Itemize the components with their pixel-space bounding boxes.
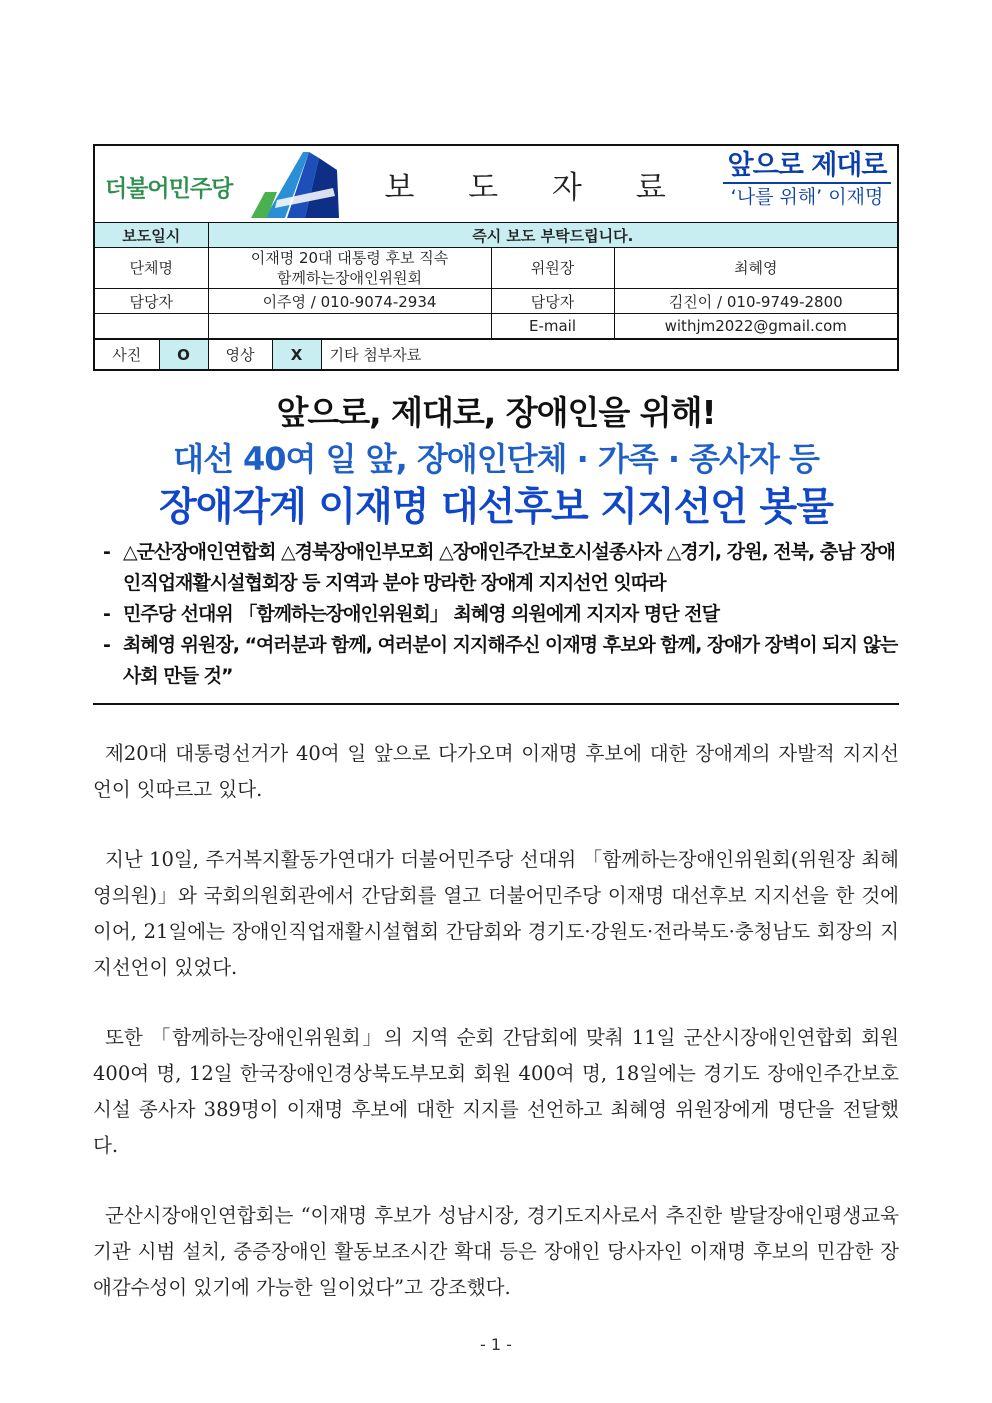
video-label: 영상: [208, 340, 272, 370]
party-flag-icon: [247, 148, 343, 220]
bullet-text: 최혜영 위원장, “여러분과 함께, 여러분이 지지해주신 이재명 후보와 함께, 장애가 장벽이 되지 않는 사회 만들 것”: [123, 634, 898, 687]
headline-main: 앞으로, 제대로, 장애인을 위해!: [276, 393, 716, 432]
headline-sub: 대선 40여 일 앞, 장애인단체 · 가족 · 종사자 등: [173, 440, 819, 478]
contact2-value: 김진이 / 010-9749-2800: [614, 289, 897, 314]
release-value: 즉시 보도 부탁드립니다.: [208, 223, 897, 248]
attachment-row: [95, 340, 897, 370]
body-paragraph: 지난 10일, 주거복지활동가연대가 더불어민주당 선대위 「함께하는장애인위원회(위원장 최혜영의원)」와 국회의원회관에서 간담회를 열고 더불어민주당 이재명 대선후보 지지선을 한 것에 이어, 21일에는 장애인직업재활시설협회 간담회와 경기도·강원도·전라북도·충청남도 회장의 지지선언이 있었다.: [93, 848, 899, 979]
divider: [93, 703, 899, 705]
organization-row: [95, 248, 897, 289]
body-paragraph: 군산시장애인연합회는 “이재명 후보가 성남시장, 경기도지사로서 추진한 발달장애인평생교육기관 시범 설치, 중증장애인 활동보조시간 확대 등은 장애인 당사자인 이재명 후보의 민감한 장애감수성이 있기에 가능한 일이었다”고 강조했다.: [93, 1204, 899, 1299]
summary-bullet: [103, 599, 903, 630]
contact1-label: 담당자: [95, 289, 208, 314]
bullet-text: 민주당 선대위 「함께하는장애인위원회」 최혜영 의원에게 지지자 명단 전달: [123, 603, 719, 625]
chair-value: 최혜영: [614, 248, 897, 289]
bullet-text: △군산장애인연합회 △경북장애인부모회 △장애인주간보호시설종사자 △경기, 강원, 전북, 충남 장애인직업재활시설협회장 등 지역과 분야 망라한 장애계 지지선언 잇따라: [123, 541, 895, 594]
email-label: E-mail: [491, 314, 614, 339]
bullet-dash: -: [103, 541, 110, 563]
bullet-dash: -: [103, 634, 110, 656]
article-body: [93, 736, 899, 1340]
document-title: 보 도 자 료: [384, 169, 688, 206]
org-line2: 함께하는장애인위원회: [277, 269, 422, 287]
chair-label: 위원장: [491, 248, 614, 289]
empty-cell: [95, 314, 208, 339]
party-logo-text: 더불어민주당: [105, 176, 233, 202]
header-top-row: [95, 146, 897, 223]
release-label: 보도일시: [95, 223, 208, 248]
summary-bullet: [103, 630, 903, 692]
other-attachment-label: 기타 첨부자료: [321, 340, 897, 370]
email-row: [95, 314, 897, 339]
body-paragraph: 또한 「함께하는장애인위원회」의 지역 순회 간담회에 맞춰 11일 군산시장애인연합회 회원 400여 명, 12일 한국장애인경상북도부모회 회원 400여 명, 18일에는 경기도 장애인주간보호시설 종사자 389명이 이재명 후보에 대한 지지를 선언하고 최혜영 위원장에게 명단을 전달했다.: [93, 1026, 899, 1157]
photo-label: 사진: [95, 340, 159, 370]
slogan-line1: 앞으로 제대로: [727, 150, 887, 181]
email-value: withjm2022@gmail.com: [614, 314, 897, 339]
page-number: - 1 -: [480, 1335, 512, 1354]
attachment-table: [95, 339, 897, 369]
org-label: 단체명: [95, 248, 208, 289]
campaign-slogan: [717, 146, 897, 222]
party-logo: [95, 146, 345, 222]
photo-value: O: [159, 340, 208, 370]
org-line1: 이재명 20대 대통령 후보 직속: [250, 249, 449, 267]
release-row: [95, 223, 897, 248]
contact1-value: 이주영 / 010-9074-2934: [208, 289, 491, 314]
body-paragraph: 제20대 대통령선거가 40여 일 앞으로 다가오며 이재명 후보에 대한 장애계의 자발적 지지선언이 잇따르고 있다.: [93, 742, 899, 801]
headline-title: 장애각계 이재명 대선후보 지지선언 봇물: [159, 485, 833, 530]
bullet-dash: -: [103, 603, 110, 625]
summary-bullets: [103, 537, 903, 692]
video-value: X: [272, 340, 321, 370]
summary-bullet: [103, 537, 903, 599]
press-release-header: [93, 144, 899, 371]
org-value: [208, 248, 491, 289]
contact-info-table: [95, 223, 897, 339]
empty-cell: [208, 314, 491, 339]
slogan-line2: ‘나를 위해’ 이재명: [723, 182, 891, 210]
contact-row: [95, 289, 897, 314]
contact2-label: 담당자: [491, 289, 614, 314]
